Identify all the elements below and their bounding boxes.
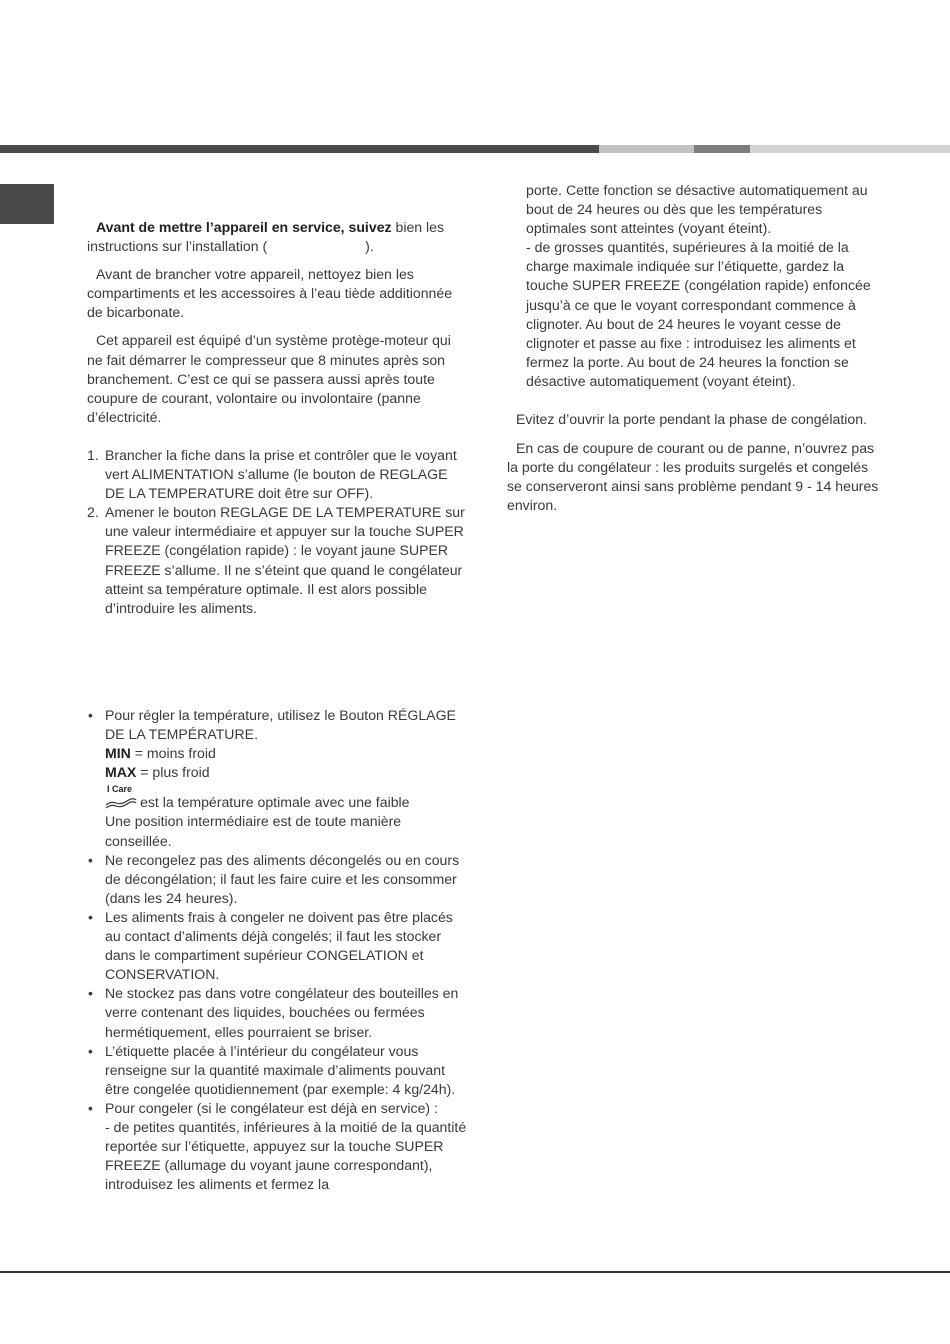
left-column (87, 218, 467, 618)
header-bar-mid (694, 145, 750, 153)
list-item: • L’étiquette placée à l’intérieur du congélateur vous renseigne sur la quantité maximale d’aliments pouvant être congelée quotidiennement (par exemple: 4 kg/24h). (87, 1042, 467, 1099)
list-item: • Ne stockez pas dans votre congélateur des bouteilles en verre contenant des liquides, bouchées ou fermées hermétiquement, elles pourraient se briser. (87, 984, 467, 1041)
list-item: 2. Amener le bouton REGLAGE DE LA TEMPERATURE sur une valeur intermédiaire et appuyer sur la touche SUPER FREEZE (congélation rapide) : le voyant jaune SUPER FREEZE s’allume. Il ne s’éteint que quand le congélateur atteint sa température optimale. Il est alors possible d’introduire les aliments. (87, 504, 465, 616)
list-item: • Les aliments frais à congeler ne doivent pas être placés au contact d’aliments déjà congelés; il faut les stocker dans le compartiment supérieur CONGELATION et CONSERVATION. (87, 908, 467, 984)
header-bar-light (599, 145, 694, 153)
list-item: • Ne recongelez pas des aliments décongelés ou en cours de décongélation; il faut les faire cuire et les consommer (dans les 24 heures). (87, 851, 467, 908)
power-cut-paragraph: En cas de coupure de courant ou de panne, n’ouvrez pas la porte du congélateur : les produits surgelés et congelés se conserveront ainsi sans problème pendant 9 - 14 heures environ. (507, 440, 879, 514)
usage-bullets (87, 706, 467, 1194)
intro-paragraph (87, 218, 467, 256)
startup-steps (87, 446, 467, 618)
intro-rest: bien les instructions sur l’installation ( (87, 219, 445, 255)
icare-icon: I Care (105, 789, 137, 811)
section-tab (0, 184, 54, 224)
motor-protection-paragraph: Cet appareil est équipé d’un système protège-moteur qui ne fait démarrer le compresseur que 8 minutes après son branchement. C’est ce qui se passera aussi après toute coupure de courant, volontaire ou involontaire (panne d’électricité. (87, 332, 451, 425)
footer-rule (0, 1271, 950, 1273)
list-item: 1. Brancher la fiche dans la prise et contrôler que le voyant vert ALIMENTATION s’allume (le bouton de REGLAGE DE LA TEMPERATURE doit être sur OFF). (87, 446, 457, 502)
header-bar-light-end (750, 145, 950, 153)
header-bar-dark (0, 145, 599, 153)
cleaning-paragraph: Avant de brancher votre appareil, nettoyez bien les compartiments et les accessoires à l’eau tiède additionnée de bicarbonate. (87, 266, 453, 321)
list-item: • Pour régler la température, utilisez le Bouton RÉGLAGE DE LA TEMPÉRATURE. MIN = moins froid MAX = plus froid I Care est la température optimale avec une faible Une position intermédiaire est de toute manière conseillée. (87, 706, 467, 851)
large-quantities: - de grosses quantités, supérieures à la moitié de la charge maximale indiquée sur l’étiquette, gardez la touche SUPER FREEZE (congélation rapide) enfoncée jusqu’à ce que le voyant correspondant commence à clignoter. Au bout de 24 heures le voyant cesse de clignoter et passe au fixe : introduisez les aliments et fermez la porte. Au bout de 24 heures la fonction se désactive automatiquement (voyant éteint). (526, 239, 871, 389)
avoid-opening-paragraph: Evitez d’ouvrir la porte pendant la phase de congélation. (516, 411, 868, 428)
list-item: • Pour congeler (si le congélateur est déjà en service) : - de petites quantités, inférieures à la moitié de la quantité reportée sur l’étiquette, appuyez sur la touche SUPER FREEZE (allumage du voyant jaune correspondant), introduisez les aliments et fermez la (87, 1099, 467, 1194)
right-column (507, 181, 885, 516)
intro-end: ). (365, 238, 374, 255)
intro-bold: Avant de mettre l’appareil en service, suivez (96, 219, 392, 235)
freeze-continued: porte. Cette fonction se désactive automatiquement au bout de 24 heures ou dès que les températures optimales sont atteintes (voyant éteint). (526, 182, 868, 237)
